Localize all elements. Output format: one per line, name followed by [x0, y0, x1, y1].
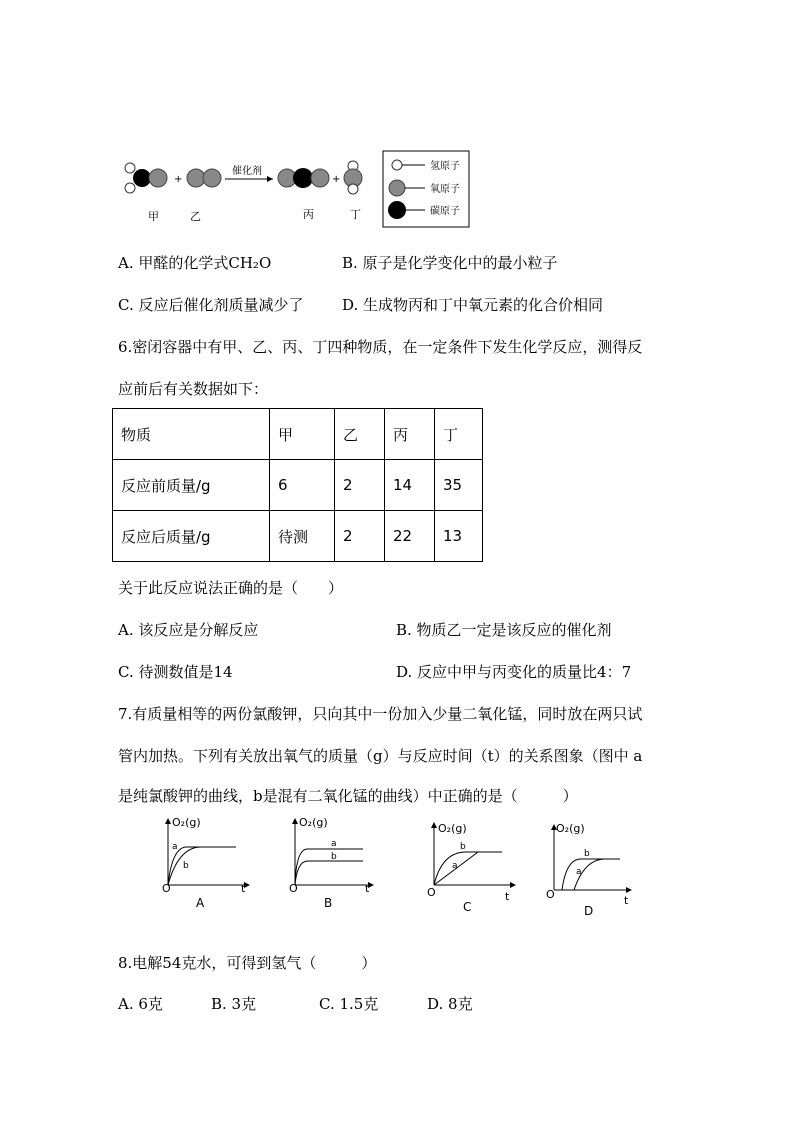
svg-text:O: O [546, 888, 555, 901]
reaction-diagram [110, 148, 480, 230]
svg-text:t: t [505, 890, 510, 903]
svg-text:b: b [183, 861, 189, 871]
catalyst-label: 催化剂 [232, 166, 262, 177]
table-cell: 物质 [113, 409, 270, 460]
table-row [113, 511, 483, 562]
svg-text:O₂(g): O₂(g) [299, 816, 328, 829]
svg-text:a: a [452, 861, 458, 871]
q6-option-b: B. 物质乙一定是该反应的催化剂 [396, 621, 612, 639]
table-cell: 2 [335, 511, 385, 562]
table-cell: 6 [270, 460, 335, 511]
table-cell: 2 [335, 460, 385, 511]
molecule-yi [187, 169, 221, 187]
svg-text:b: b [460, 842, 466, 852]
legend-box [383, 151, 469, 227]
svg-text:D: D [584, 904, 594, 918]
label-jia: 甲 [148, 210, 159, 223]
q8-option-a: A. 6克 [118, 995, 163, 1013]
legend-carbon: 碳原子 [430, 206, 460, 217]
q8-option-c: C. 1.5克 [319, 995, 379, 1013]
plus-sign: + [174, 174, 183, 185]
table-cell: 22 [385, 511, 435, 562]
svg-text:b: b [331, 852, 337, 862]
q5-option-b: B. 原子是化学变化中的最小粒子 [342, 254, 558, 272]
table-cell: 丁 [435, 409, 483, 460]
svg-text:t: t [624, 894, 629, 907]
table-header-row [113, 409, 483, 460]
q7-stem-line2: 管内加热。下列有关放出氧气的质量（g）与反应时间（t）的关系图象（图中 a [118, 747, 643, 765]
q6-stem-line2: 应前后有关数据如下： [118, 380, 269, 398]
svg-text:a: a [172, 842, 178, 852]
table-cell: 反应后质量/g [113, 511, 270, 562]
table-cell: 14 [385, 460, 435, 511]
q7-stem-line1: 7.有质量相等的两份氯酸钾，只向其中一份加入少量二氧化锰，同时放在两只试 [118, 705, 643, 723]
table-cell: 13 [435, 511, 483, 562]
svg-text:t: t [241, 882, 246, 895]
molecule-ding [344, 161, 362, 194]
q5-option-c: C. 反应后催化剂质量减少了 [118, 296, 304, 314]
q5-option-d: D. 生成物丙和丁中氧元素的化合价相同 [342, 296, 604, 314]
label-yi: 乙 [190, 210, 201, 223]
q7-stem-line3: 是纯氯酸钾的曲线，b是混有二氧化锰的曲线）中正确的是（ ） [118, 787, 578, 805]
svg-text:O₂(g): O₂(g) [172, 816, 201, 829]
q8-stem: 8.电解54克水，可得到氢气（ ） [118, 954, 377, 972]
q7-graph-a [150, 812, 260, 912]
table-cell: 35 [435, 460, 483, 511]
table-cell: 反应前质量/g [113, 460, 270, 511]
q6-data-table [112, 408, 483, 562]
q6-question: 关于此反应说法正确的是（ ） [118, 579, 344, 597]
legend-hydrogen: 氢原子 [430, 161, 460, 172]
table-cell: 乙 [335, 409, 385, 460]
q6-option-c: C. 待测数值是14 [118, 663, 233, 681]
svg-text:a: a [576, 867, 582, 877]
svg-text:O₂(g): O₂(g) [438, 822, 467, 835]
svg-text:O₂(g): O₂(g) [556, 822, 585, 835]
label-bing: 丙 [303, 208, 314, 221]
q6-option-a: A. 该反应是分解反应 [118, 621, 259, 639]
q6-option-d: D. 反应中甲与丙变化的质量比4：7 [396, 663, 632, 681]
table-row [113, 460, 483, 511]
q8-option-b: B. 3克 [211, 995, 257, 1013]
svg-text:B: B [324, 896, 333, 910]
svg-text:O: O [162, 882, 171, 895]
q6-stem-line1: 6.密闭容器中有甲、乙、丙、丁四种物质，在一定条件下发生化学反应，测得反 [118, 338, 643, 356]
svg-text:A: A [196, 896, 205, 910]
table-cell: 待测 [270, 511, 335, 562]
molecule-jia [125, 163, 167, 193]
svg-text:O: O [427, 886, 436, 899]
q7-graph-d [540, 818, 640, 922]
svg-text:O: O [289, 882, 298, 895]
svg-text:t: t [365, 882, 370, 895]
label-ding: 丁 [350, 208, 361, 221]
svg-text:a: a [331, 839, 337, 849]
molecule-bing [278, 168, 329, 188]
q7-graph-c [420, 812, 530, 912]
q8-option-d: D. 8克 [427, 995, 473, 1013]
svg-text:b: b [584, 849, 590, 859]
svg-text:C: C [463, 900, 472, 912]
table-cell: 甲 [270, 409, 335, 460]
plus-sign-2: + [332, 174, 341, 185]
q7-graph-b [277, 812, 387, 912]
table-cell: 丙 [385, 409, 435, 460]
q5-option-a: A. 甲醛的化学式CH₂O [118, 254, 272, 272]
legend-oxygen: 氧原子 [430, 184, 460, 195]
